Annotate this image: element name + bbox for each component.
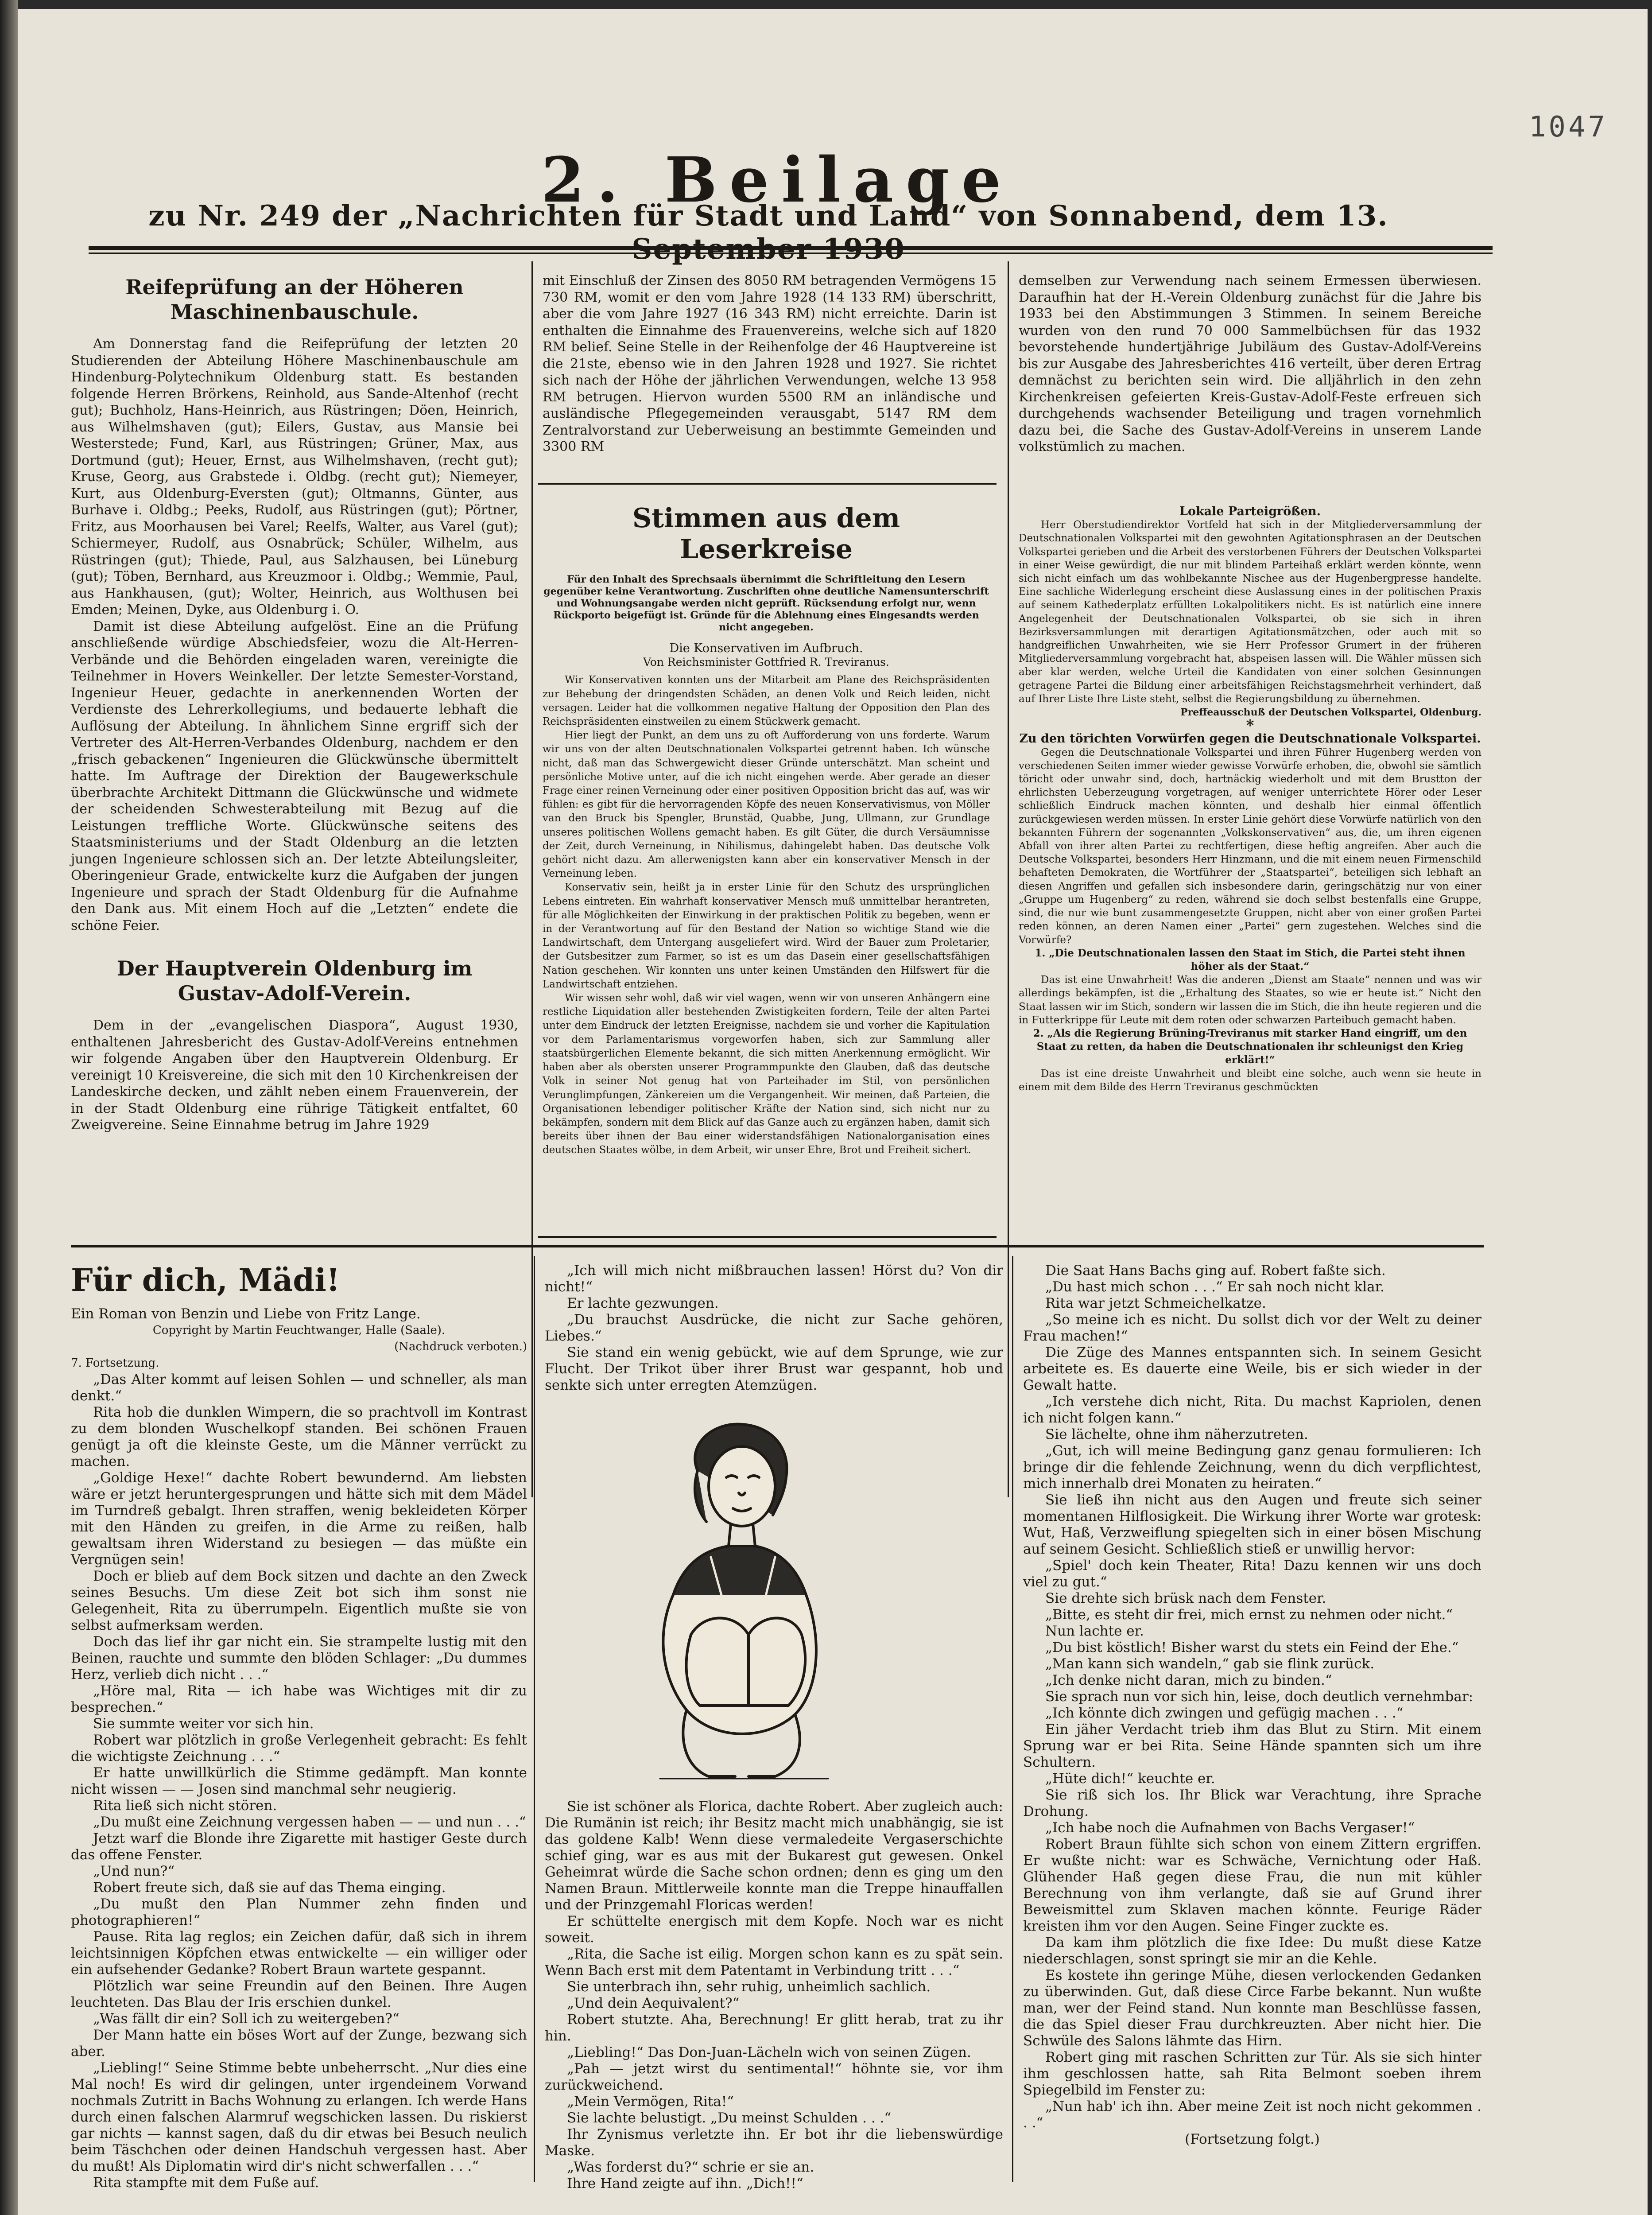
article-heading: Zu den törichten Vorwürfen gegen die Deutschnationale Volkspartei. xyxy=(1019,732,1481,746)
section-heading: Stimmen aus dem Leserkreise xyxy=(632,503,900,565)
novel-paragraph: „Nun hab' ich ihn. Aber meine Zeit ist noch nicht gekommen . . .“ xyxy=(1023,2098,1481,2131)
letters-section xyxy=(543,503,990,1158)
novel-paragraph: „Ich will mich nicht mißbrauchen lassen! Hörst du? Von dir nicht!“ xyxy=(545,1263,1003,1295)
novel-column xyxy=(545,1263,1003,1394)
novel-paragraph: Da kam ihm plötzlich die fixe Idee: Du mußt diese Katze niederschlagen, sonst springt sie mir an die Kehle. xyxy=(1023,1935,1481,1967)
letter-byline: Von Reichsminister Gottfried R. Treviranus. xyxy=(643,656,889,669)
novel-paragraph: Er lachte gezwungen. xyxy=(567,1295,719,1311)
column-divider xyxy=(1008,261,1009,1497)
novel-paragraph: „Gut, ich will meine Bedingung ganz genau formulieren: Ich bringe dir die fehlende Zeichnung, wenn du dich verpflichtest, mich innerhalb drei Monaten zu heiraten.“ xyxy=(1023,1443,1481,1492)
novel-paragraph: „Und nun?“ xyxy=(93,1863,175,1879)
box-border xyxy=(538,483,997,485)
novel-paragraph: „Was forderst du?“ schrie er sie an. xyxy=(567,2159,814,2175)
letter-paragraph: Konservativ sein, heißt ja in erster Linie für den Schutz des ursprünglichen Lebens eintreten. Ein wahrhaft konservativer Mensch muß unmittelbar herantreten, für alle Möglichkeiten der Einwirkung in der praktischen Politik zu begeben, wenn er in der Verantwortung auf für den Bestand der Nation so wichtige Stand wie die Landwirtschaft, dem Untergang ausgeliefert wird. Wird der Bauer zum Proletarier, der Gutsbesitzer zum Farmer, so ist es um das Dasein einer gesellschaftsfähigen Nation geschehen. Wir konnten uns unter keinen Umständen den Hilfswert für die Landwirtschaft entziehen. xyxy=(543,882,990,990)
novel-paragraph: Robert Braun fühlte sich schon von einem Zittern ergriffen. Er wußte nicht: war es Schwäche, Vernichtung oder Haß. Glühender Haß gegen diese Frau, die nun mit kühler Berechnung von ihm verlangte, daß sie auf Grund ihrer Beweismittel zum Sklaven machen könnte. Feurige Räder kreisten ihm vor den Augen. Seine Finger zuckte es. xyxy=(1023,1836,1481,1934)
novel-paragraph: „Du brauchst Ausdrücke, die nicht zur Sache gehören, Liebes.“ xyxy=(545,1312,1003,1344)
novel-paragraph: Rita hob die dunklen Wimpern, die so prachtvoll im Kontrast zu dem blonden Wuschelkopf standen. Bei schönen Frauen genügt ja oft die kleinste Geste, um die Männer verrückt zu machen. xyxy=(71,1404,527,1469)
novel-copyright: Copyright by Martin Feuchtwanger, Halle (Saale). xyxy=(152,1324,446,1337)
novel-illustration xyxy=(620,1404,864,1794)
box-border xyxy=(538,1236,997,1238)
article-heading: Der Hauptverein Oldenburg im Gustav-Adolf-Verein. xyxy=(116,956,473,1005)
novel-paragraph: Sie unterbrach ihn, sehr ruhig, unheimlich sachlich. xyxy=(567,1979,931,1995)
novel-paragraph: Ihre Hand zeigte auf ihn. „Dich!!“ xyxy=(567,2176,803,2192)
article-paragraph: Gegen die Deutschnationale Volkspartei und ihren Führer Hugenberg werden von verschiedenen Seiten immer wieder gewisse Vorwürfe erhoben, die, obwohl sie sämtlich töricht oder unwahr sind, doch, hartnäckig wiederholt und mit dem Brustton der ehrlichsten Ueberzeugung vorgetragen, auf weniger unterrichtete Hörer oder Leser schließlich Eindruck machen könnten, und deshalb hier einmal öffentlich zurückgewiesen werden müssen. In erster Linie gehört diese Vorwürfe natürlich von den bekannten Führern der sogenannten „Volkskonservativen“ aus, die, um ihren eigenen Abfall von ihrer alten Partei zu rechtfertigen, diese heftig angreifen. Aber auch die Deutsche Volkspartei, besonders Herr Hinzmann, und die mit einem neuen Firmenschild behafteten Demokraten, die Wortführer der „Staatspartei“, beteiligen sich lebhaft an diesen Angriffen und gefallen sich insbesondere darin, geringschätzig nur von einer „Gruppe um Hugenberg“ zu reden, während sie doch selbst bestenfalls eine Gruppe, sind, die nur wie bunt zusammengesetzte Gruppen, nicht aber von einer großen Partei reden können, an deren Namen einer „Partei“ gern zugestehen. Welches sind die Vorwürfe? xyxy=(1019,746,1481,946)
novel-paragraph: Sie lächelte, ohne ihm näherzutreten. xyxy=(1045,1426,1308,1442)
novel-paragraph: „Rita, die Sache ist eilig. Morgen schon kann es zu spät sein. Wenn Bach erst mit dem Patentamt in Verbindung tritt . . .“ xyxy=(545,1946,1003,1978)
novel-paragraph: Sie drehte sich brüsk nach dem Fenster. xyxy=(1045,1590,1326,1606)
novel-paragraph: „Mein Vermögen, Rita!“ xyxy=(567,2094,734,2110)
column-divider xyxy=(1012,1256,1013,2182)
novel-paragraph: „Du mußt den Plan Nummer zehn finden und photographieren!“ xyxy=(71,1896,527,1928)
section-rule xyxy=(71,1245,1484,1247)
article-paragraph: mit Einschluß der Zinsen des 8050 RM betragenden Vermögens 15 730 RM, womit er den vom Jahre 1928 (14 133 RM) überschritt, aber die vom Jahre 1927 (16 343 RM) nicht erreichte. Darin ist enthalten die Einnahme des Frauenvereins, welche sich auf 1820 RM belief. Seine Stelle in der Reihenfolge der 46 Hauptvereine ist die 21ste, ebenso wie in den Jahren 1928 und 1927. Sie richtet sich nach der Höhe der jährlichen Verwendungen, welche 13 958 RM betrugen. Hiervon wurden 5500 RM an inländische und ausländische Pflegegemeinden verausgabt, 5147 RM dem Zentralvorstand zur Ueberweisung an bestimmte Gemeinden und 3300 RM xyxy=(543,273,997,455)
novel-column xyxy=(1023,1263,1481,2148)
novel-paragraph: „Liebling!“ Das Don-Juan-Lächeln wich von seinen Zügen. xyxy=(567,2044,971,2060)
novel-column xyxy=(71,1263,527,2191)
novel-paragraph: Es kostete ihn geringe Mühe, diesen verlockenden Gedanken zu überwinden. Gut, daß diese Circe Farbe bekannt. Nun wußte man, wer der Feind stand. Nun konnte man Beschlüsse fassen, die das Spiel dieser Frau durchkreuzten. Aber nicht hier. Die Schwüle des Salons lähmte das Hirn. xyxy=(1023,1967,1481,2049)
novel-paragraph: „Man kann sich wandeln,“ gab sie flink zurück. xyxy=(1045,1656,1375,1672)
masthead-rule-thick xyxy=(89,246,1493,250)
novel-paragraph: „Höre mal, Rita — ich habe was Wichtiges mit dir zu besprechen.“ xyxy=(71,1683,527,1715)
novel-paragraph: Sie summte weiter vor sich hin. xyxy=(93,1716,314,1732)
novel-paragraph: Er hatte unwillkürlich die Stimme gedämpft. Man konnte nicht wissen — — Josen sind manchmal sehr neugierig. xyxy=(71,1765,527,1797)
novel-title: Für dich, Mädi! xyxy=(71,1262,340,1298)
novel-paragraph: „Pah — jetzt wirst du sentimental!“ höhnte sie, vor ihm zurückweichend. xyxy=(545,2061,1003,2093)
novel-subtitle: Ein Roman von Benzin und Liebe von Fritz Lange. xyxy=(71,1306,421,1322)
article-heading: Lokale Parteigrößen. xyxy=(1179,505,1321,518)
article-paragraph: Herr Oberstudiendirektor Vortfeld hat sich in der Mitgliederversammlung der Deutschnationalen Volkspartei mit den gewohnten Agitationsphrasen an der Deutschen Volkspartei gerieben und die Arbeit des verstorbenen Führers der Deutschen Volkspartei in einer Weise gewürdigt, die nur mit blindem Parteihaß erklärt werden könnte, wenn sich nicht einfach um das wohlbekannte Nischee aus der Hugenbergpresse handelte. Eine sachliche Widerlegung erscheint diese Auslassung eines in der politischen Praxis auf seinem Kathederplatz erfüllten Lokalpolitikers nicht. Es ist natürlich eine innere Angelegenheit der Deutschnationalen Volkspartei, ob sie sich in ihren Bezirksversammlungen mit derartigen Agitationsmätzchen, oder auch mit so handgreiflichen Unwahrheiten, wie sie Herr Professor Grumert in der früheren Mitgliederversammlung vorgebracht hat, abspeisen lassen will. Die Wähler müssen sich aber klar werden, welche Urteil die Kandidaten von einer solchen Gesinnungen getragene Partei die Bildung einer arbeitsfähigen Reichstagsmehrheit verhindert, daß auf Ihrer Liste Ihre Liste steht, selbst die Regierungsbildung zu übernehmen. xyxy=(1019,519,1481,705)
novel-paragraph: Der Mann hatte ein böses Wort auf der Zunge, bezwang sich aber. xyxy=(71,2027,527,2060)
novel-paragraph: „So meine ich es nicht. Du sollst dich vor der Welt zu deiner Frau machen!“ xyxy=(1023,1312,1481,1344)
novel-paragraph: Er schüttelte energisch mit dem Kopfe. Noch war es nicht soweit. xyxy=(545,1913,1003,1946)
novel-paragraph: Robert war plötzlich in große Verlegenheit gebracht: Es fehlt die wichtigste Zeichnung . . .“ xyxy=(71,1732,527,1764)
letter-paragraph: Wir Konservativen konnten uns der Mitarbeit am Plane des Reichspräsidenten zur Behebung der dringendsten Schäden, an denen Volk und Reich leiden, nicht versagen. Leider hat die vollkommen negative Haltung der Opposition den Plan des Reichspräsidenten einstweilen zu einem Stückwerk gemacht. xyxy=(543,674,990,728)
novel-paragraph: Rita ließ sich nicht stören. xyxy=(93,1798,277,1814)
novel-paragraph: „Du hast mich schon . . .“ Er sah noch nicht klar. xyxy=(1045,1279,1384,1295)
novel-paragraph: „Du mußt eine Zeichnung vergessen haben — — und nun . . .“ xyxy=(93,1814,526,1830)
novel-paragraph: Doch er blieb auf dem Bock sitzen und dachte an den Zweck seines Besuchs. Um diese Zeit bot sich ihm sonst nie Gelegenheit, Rita zu überrumpeln. Eigentlich mußte sie von selbst aufmerksam werden. xyxy=(71,1568,527,1633)
novel-paragraph: Robert stutzte. Aha, Berechnung! Er glitt herab, trat zu ihr hin. xyxy=(545,2012,1003,2044)
novel-paragraph: Sie sprach nun vor sich hin, leise, doch deutlich vernehmbar: xyxy=(1045,1689,1474,1705)
novel-paragraph: „Ich denke nicht daran, mich zu binden.“ xyxy=(1045,1672,1332,1688)
novel-paragraph: „Goldige Hexe!“ dachte Robert bewundernd. Am liebsten wäre er jetzt heruntergesprungen und hätte sich mit dem Mädel im Turndreß gebalgt. Ihren straffen, wenig bekleideten Körper mit den Händen zu greifen, in die Arme zu reißen, halb gewaltsam ihren Widerstand zu besiegen — das müßte ein Vergnügen sein! xyxy=(71,1470,527,1568)
novel-paragraph: Robert freute sich, daß sie auf das Thema einging. xyxy=(93,1880,446,1896)
novel-paragraph: Sie riß sich los. Ihr Blick war Verachtung, ihre Sprache Drohung. xyxy=(1023,1787,1481,1819)
novel-paragraph: „Und dein Aequivalent?“ xyxy=(567,1995,740,2011)
article-paragraph: Das ist eine dreiste Unwahrheit und bleibt eine solche, auch wenn sie heute in einem mit dem Bilde des Herrn Treviranus geschmückten xyxy=(1019,1068,1481,1093)
masthead-rule-thin xyxy=(89,253,1493,254)
novel-paragraph: Sie stand ein wenig gebückt, wie auf dem Sprunge, wie zur Flucht. Der Trikot über ihrer Brust war gespannt, hob und senkte sich unter erregten Atemzügen. xyxy=(545,1345,1003,1393)
novel-reprint-notice: (Nachdruck verboten.) xyxy=(394,1340,527,1353)
novel-paragraph: „Hüte dich!“ keuchte er. xyxy=(1045,1771,1215,1787)
novel-paragraph: Ihr Zynismus verletzte ihn. Er bot ihr die liebenswürdige Maske. xyxy=(545,2126,1003,2159)
letter-paragraph: Wir wissen sehr wohl, daß wir viel wagen, wenn wir von unseren Anhängern eine restliche Liquidation aller bestehenden Zwistigkeiten fordern, Teile der alten Partei unter dem Eindruck der letzten Ereignisse, nachdem sie und vorher die Kapitulation vor dem Parlamentarismus vorgeworfen haben, sich zur Sammlung aller staatsbürgerlichen Elemente bekannt, die sich mitten Anerkennung ermöglicht. Wir haben aber als obersten unserer Programmpunkte den Glauben, daß das deutsche Volk in seiner Not genug hat von Parteihader im Stil, von persönlichen Verunglimpfungen, Zänkereien um die Vergangenheit. Wir meinen, daß Parteien, die Organisationen lebendiger politischer Kräfte der Nation sind, sich nicht nur zu bekämpfen, sondern mit dem Blick auf das Ganze auch zu ergänzen haben, damit sich bereits über ihnen der Bau einer widerstandsfähigen Nationalorganisation eines deutschen Staates wölbe, in dem Arbeit, wir unser Ehre, Brot und Freiheit sichert. xyxy=(543,992,990,1156)
novel-paragraph: Rita war jetzt Schmeichelkatze. xyxy=(1045,1295,1266,1311)
novel-paragraph: Die Züge des Mannes entspannten sich. In seinem Gesicht arbeitete es. Es dauerte eine Weile, bis er sich wieder in der Gewalt hatte. xyxy=(1023,1345,1481,1393)
article-column xyxy=(1019,505,1481,1094)
novel-paragraph: „Du bist köstlich! Bisher warst du stets ein Feind der Ehe.“ xyxy=(1045,1640,1459,1655)
letter-paragraph: Hier liegt der Punkt, an dem uns zu oft Aufforderung von uns forderte. Warum wir uns von der alten Deutschnationalen Volkspartei getrennt haben. Ich wünsche nicht, daß man das Schwergewicht dieser Gründe unterschätzt. Man scheint und persönliche Motive unter, auf die ich nicht eingehen werde. Aber gerade an dieser Frage einer reinen Verneinung oder einer positiven Opposition bricht das auf, was wir fühlen: es gibt für die hervorragenden Köpfe des neuen Konservativismus, von Möller van den Bruck bis Spengler, Brunstäd, Quabbe, Jung, Ullmann, zur Grundlage unseres politischen Wollens gemacht haben. Es gilt Güter, die durch Versäumnisse der Zeit, durch Verneinung, in Nihilismus, dahingelebt haben. Das deutsche Volk gehört nicht dazu. Am allerwenigsten kann aber ein konservativer Mensch in der Verneinung leben. xyxy=(543,730,990,880)
article-paragraph: Am Donnerstag fand die Reifeprüfung der letzten 20 Studierenden der Abteilung Höhere Maschinenbauschule am Hindenburg-Polytechnikum Oldenburg statt. Es bestanden folgende Herren Brörkens, Reinhold, aus Sande-Altenhof (recht gut); Buchholz, Hans-Heinrich, aus Rüstringen; Döen, Heinrich, aus Wilhelmshaven (gut); Eilers, Gustav, aus Mansie bei Westerstede; Fund, Karl, aus Rüstringen; Grüner, Max, aus Dortmund (gut); Heuer, Ernst, aus Wilhelmshaven, (recht gut); Kruse, Georg, aus Grabstede i. Oldbg. (recht gut); Niemeyer, Kurt, aus Oldenburg-Eversten (gut); Oltmanns, Günter, aus Burhave i. Oldbg.; Peeks, Rudolf, aus Rüstringen (gut); Pörtner, Fritz, aus Moorhausen bei Varel; Reelfs, Walter, aus Varel (gut); Schiermeyer, Rudolf, aus Osnabrück; Schüler, Wilhelm, aus Rüstringen (gut); Thiede, Paul, aus Salzhausen, bei Lüneburg (gut); Töben, Bernhard, aus Kreuzmoor i. Oldbg.; Wemmie, Paul, aus Hankhausen, (gut); Wolter, Heinrich, aus Wolthusen bei Emden; Meinen, Dyke, aus Oldenburg i. O. xyxy=(71,336,518,618)
article-heading: Reifeprüfung an der Höheren Maschinenbauschule. xyxy=(125,275,464,324)
novel-paragraph: Rita stampfte mit dem Fuße auf. xyxy=(93,2175,319,2191)
article-paragraph: Damit ist diese Abteilung aufgelöst. Eine an die Prüfung anschließende würdige Abschiedsfeier, wozu die Alt-Herren-Verbände und die Behörden eingeladen waren, vereinigte die Teilnehmer in Hovers Weinkeller. Der letzte Semester-Vorstand, Ingenieur Heuer, gedachte in anerkennenden Worten der Verdienste des Lehrerkollegiums, und bedauerte lebhaft die Auflösung der Abteilung. In ähnlichem Sinne ergriff sich der Vertreter des Alt-Herren-Verbandes Oldenburg, nachdem er den „frisch gebackenen“ Ingenieuren die Glückwünsche übermittelt hatte. Im Auftrage der Direktion der Baugewerkschule überbrachte Architekt Dittmann die Glückwünsche und widmete der scheidenden Schwesterabteilung mit Bezug auf die Leistungen treffliche Worte. Glückwünsche seitens des Staatsministeriums und der Stadt Oldenburg an die letzten jungen Ingenieure schlossen sich an. Der letzte Abteilungsleiter, Oberingenieur Grade, entwickelte kurz die Aufgaben der jungen Ingenieure und sprach der Stadt Oldenburg für die Aufnahme den Dank aus. Mit einem Hoch auf die „Letzten“ endete die schöne Feier. xyxy=(71,618,518,933)
novel-paragraph: Doch das lief ihr gar nicht ein. Sie strampelte lustig mit den Beinen, rauchte und summte den blöden Schlager: „Du dummes Herz, verlieb dich nicht . . .“ xyxy=(71,1634,527,1683)
novel-paragraph: „Ich könnte dich zwingen und gefügig machen . . .“ xyxy=(1045,1705,1404,1721)
novel-paragraph: Jetzt warf die Blonde ihre Zigarette mit hastiger Geste durch das offene Fenster. xyxy=(71,1830,527,1863)
novel-paragraph: Robert ging mit raschen Schritten zur Tür. Als sie sich hinter ihm geschlossen hatte, sah Rita Belmont soeben ihrem Spiegelbild im Fenster zu: xyxy=(1023,2049,1481,2098)
separator-star: * xyxy=(1246,717,1254,735)
article-column xyxy=(1019,272,1481,455)
editorial-disclaimer: Für den Inhalt des Sprechsaals übernimmt die Schriftleitung den Lesern gegenüber keine Verantwortung. Zuschriften ohne deutliche Namensunterschrift und Wohnungsangabe werden nicht geprüft. Rücksendung erfolgt nur, wenn Rückporto beigefügt ist. Gründe für die Ablehnung eines Eingesandts werden nicht angegeben. xyxy=(543,574,989,633)
novel-paragraph: Sie ist schöner als Florica, dachte Robert. Aber zugleich auch: Die Rumänin ist reich; ihr Besitz macht mich unabhängig, sie ist das goldene Kalb! Wenn diese vermaledeite Vergaserschichte schief ging, war es aus mit der Bukarest gut gewesen. Onkel Geheimrat würde die Sache schon ordnen; denn es ging um den Namen Braun. Mittlerweile konnte man die Treppe hinauffallen und der Prinzgemahl Floricas werden! xyxy=(545,1799,1003,1913)
binding-edge xyxy=(0,0,18,2215)
article-column xyxy=(543,272,997,455)
article-paragraph: demselben zur Verwendung nach seinem Ermessen überwiesen. Daraufhin hat der H.-Verein Oldenburg zunächst für die Jahre bis 1933 bei den Abstimmungen 3 Stimmen. In seinem Bereiche wurden von den rund 70 000 Sammelbüchsen für das 1932 bevorstehende hundertjährige Jubiläum des Gustav-Adolf-Vereins bis zur Ausgabe des Jahresberichtes 416 verteilt, über deren Ertrag demnächst zu berichten sein wird. Die alljährlich in den zehn Kirchenkreisen gefeierten Kreis-Gustav-Adolf-Feste erfreuen sich durchgehends wachsender Beteiligung und tragen vornehmlich dazu bei, die Sache des Gustav-Adolf-Vereins in unserem Lande volkstümlich zu machen. xyxy=(1019,273,1481,455)
article-paragraph: Das ist eine Unwahrheit! Was die anderen „Dienst am Staate“ nennen und was wir allerdings bekämpfen, ist die „Erhaltung des Staates, so wie er heute ist.“ Nicht den Staat lassen wir im Stich, sondern wir lassen die im Stich, die ihn heute regieren und die in Futterkrippe für Leute mit dem roten oder schwarzen Parteibuch gemacht haben. xyxy=(1019,974,1481,1026)
letter-title: Die Konservativen im Aufbruch. xyxy=(669,641,863,655)
novel-paragraph: „Was fällt dir ein? Soll ich zu weitergeben?“ xyxy=(93,2011,399,2027)
novel-paragraph: „Spiel' doch kein Theater, Rita! Dazu kennen wir uns doch viel zu gut.“ xyxy=(1023,1558,1481,1590)
novel-paragraph: Plötzlich war seine Freundin auf den Beinen. Ihre Augen leuchteten. Das Blau der Iris erschien dunkel. xyxy=(71,1978,527,2010)
article-paragraph: 1. „Die Deutschnationalen lassen den Staat im Stich, die Partei steht ihnen höher als der Staat.“ xyxy=(1035,947,1466,972)
novel-paragraph: Die Saat Hans Bachs ging auf. Robert faßte sich. xyxy=(1045,1263,1386,1278)
novel-column xyxy=(545,1799,1003,2192)
novel-paragraph: „Das Alter kommt auf leisen Sohlen — und schneller, als man denkt.“ xyxy=(71,1372,527,1404)
article-paragraph: Dem in der „evangelischen Diaspora“, August 1930, enthaltenen Jahresbericht des Gustav-Adolf-Vereins entnehmen wir folgende Angaben über den Hauptverein Oldenburg. Er vereinigt 10 Kreisvereine, die sich mit den 10 Kirchenkreisen der Landeskirche decken, und zählt neben einem Frauenverein, der in der Stadt Oldenburg eine rührige Tätigkeit entfaltet, 60 Zweigvereine. Seine Einnahme betrug im Jahre 1929 xyxy=(71,1018,518,1133)
column-divider xyxy=(534,1256,535,2182)
novel-paragraph: Sie lachte belustigt. „Du meinst Schulden . . .“ xyxy=(567,2110,892,2126)
novel-paragraph: Sie ließ ihn nicht aus den Augen und freute sich seiner momentanen Hilflosigkeit. Die Wirkung ihrer Worte war grotesk: Wut, Haß, Verzweiflung spiegelten sich in einer bösen Mischung auf seinem Gesicht. Schließlich stieß er unwillig hervor: xyxy=(1023,1492,1481,1557)
masthead-subtitle: zu Nr. 249 der „Nachrichten für Stadt und Land“ von Sonnabend, dem 13. xyxy=(148,199,1388,233)
article-paragraph: 2. „Als die Regierung Brüning-Treviranus mit starker Hand eingriff, um den Staat zu retten, da haben die Deutschnationalen ihr schleunigst den Krieg erklärt!“ xyxy=(1033,1027,1467,1066)
novel-paragraph: „Ich verstehe dich nicht, Rita. Du machst Kapriolen, denen ich nicht folgen kann.“ xyxy=(1023,1394,1481,1426)
novel-paragraph: Pause. Rita lag reglos; ein Zeichen dafür, daß sich in ihrem leichtsinnigen Köpfchen etwas entwickelte — ein williger oder ein aufsehender Gedanke? Robert Braun wartete gespannt. xyxy=(71,1929,527,1978)
novel-paragraph: Nun lachte er. xyxy=(1045,1623,1144,1639)
column-divider xyxy=(531,261,533,1497)
novel-paragraph: „Bitte, es steht dir frei, mich ernst zu nehmen oder nicht.“ xyxy=(1045,1607,1453,1623)
article-column xyxy=(71,275,518,1134)
novel-continuation-note: (Fortsetzung folgt.) xyxy=(1185,2131,1320,2147)
novel-paragraph: Ein jäher Verdacht trieb ihm das Blut zu Stirn. Mit einem Sprung war er bei Rita. Seine Hände spannten sich um ihre Schultern. xyxy=(1023,1721,1481,1770)
novel-paragraph: „Ich habe noch die Aufnahmen von Bachs Vergaser!“ xyxy=(1045,1820,1415,1836)
masthead-title: 2. Beilage xyxy=(541,144,1014,217)
novel-installment: 7. Fortsetzung. xyxy=(71,1356,159,1370)
page-number: 1047 xyxy=(1528,111,1608,144)
article-signature: Preffeausschuß der Deutschen Volkspartei, Oldenburg. xyxy=(1180,707,1481,719)
novel-paragraph: „Liebling!“ Seine Stimme bebte unbeherrscht. „Nur dies eine Mal noch! Es wird dir gelingen, unter irgendeinem Vorwand nochmals Zutritt in Bachs Wohnung zu erlangen. Ich werde Hans durch einen falschen Alarmruf wegschicken lassen. Du riskierst gar nichts — kannst sagen, daß du dir etwas bei Besuch neulich beim Täschchen oder deinen Handschuh vergessen hast. Aber du mußt! Als Diplomatin wird dir's nicht schwerfallen . . .“ xyxy=(71,2060,527,2174)
